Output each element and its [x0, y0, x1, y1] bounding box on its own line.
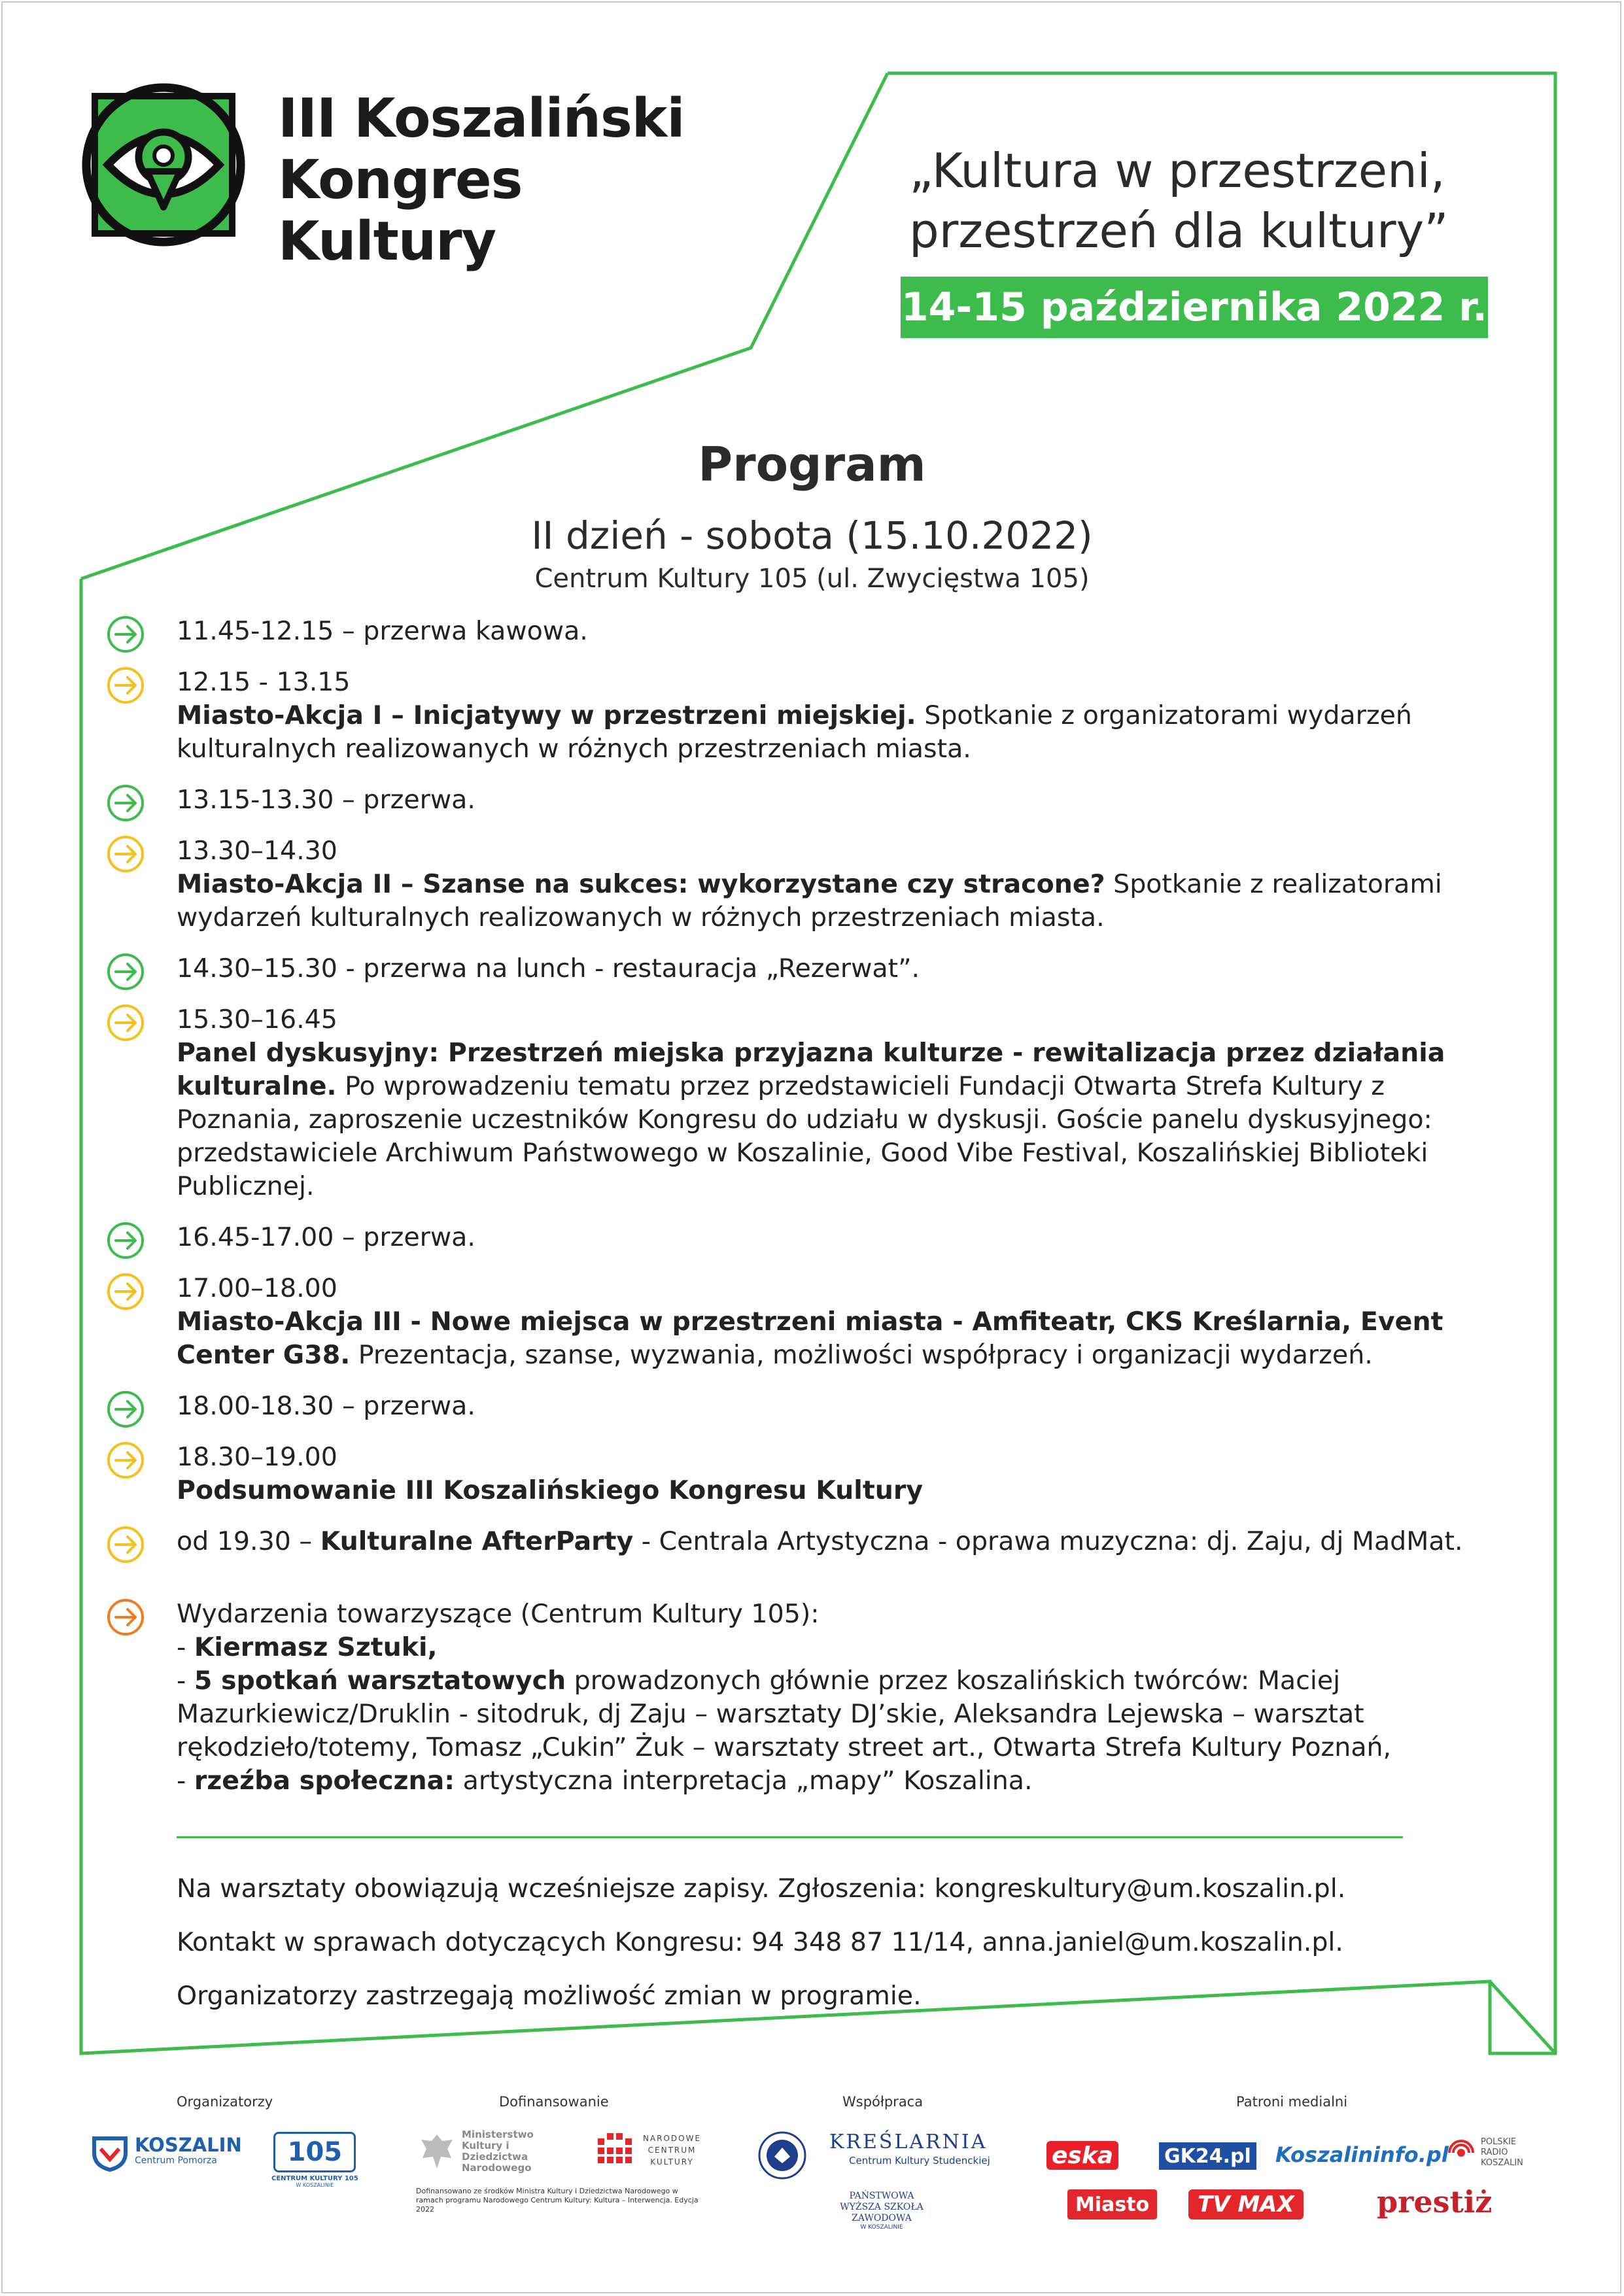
arrow-right-yellow-icon	[106, 1272, 145, 1311]
program-item	[105, 1272, 1511, 1372]
date-badge: 14-15 października 2022 r.	[901, 277, 1488, 338]
note-changes: Organizatorzy zastrzegają możliwość zmian w programie.	[177, 1981, 922, 2011]
koszalin-logo-text: KOSZALIN	[135, 2134, 242, 2156]
caption-cooperation: Współpraca	[842, 2094, 924, 2110]
kreslarnia-logo-subtext: Centrum Kultury Studenckiej	[849, 2155, 990, 2167]
arrow-right-green-icon	[106, 783, 145, 823]
day-title: II dzień - sobota (15.10.2022)	[531, 513, 1093, 558]
program-item	[105, 834, 1511, 934]
item-title: Miasto-Akcja I – Inicjatywy w przestrzeni miejskiej.	[177, 700, 916, 730]
program-title: Program	[698, 437, 926, 492]
program-item	[105, 952, 1511, 985]
miasto-logo: Miasto	[1067, 2189, 1157, 2219]
congress-logo-icon	[78, 73, 249, 269]
item-text: 16.45-17.00 – przerwa.	[177, 1222, 475, 1252]
polskie-radio-koszalin-text: POLSKIE RADIO KOSZALIN	[1481, 2137, 1523, 2168]
pwsz-logo	[829, 2191, 934, 2231]
nck-logo-text: NARODOWE CENTRUM KULTURY	[642, 2134, 702, 2167]
program-item	[105, 1003, 1511, 1203]
item-time: 15.30–16.45	[177, 1004, 337, 1035]
koszalin-logo-subtext: Centrum Pomorza	[135, 2155, 217, 2166]
item-description: Prezentacja, szanse, wyzwania, możliwości współpracy i organizacji wydarzeń.	[350, 1340, 1373, 1370]
event-3-description: artystyczna interpretacja „mapy” Koszalina.	[455, 1766, 1033, 1796]
motto-line-1: „Kultura w przestrzeni,	[909, 143, 1445, 198]
note-registration: Na warsztaty obowiązują wcześniejsze zapisy. Zgłoszenia: kongreskultury@um.koszalin.pl.	[177, 1874, 1346, 1904]
polskie-radio-koszalin-logo	[1445, 2137, 1530, 2168]
item-text: 14.30–15.30 - przerwa na lunch - restauracja „Rezerwat”.	[177, 953, 920, 984]
tvmax-logo: TV MAX	[1188, 2189, 1304, 2219]
item-title: Miasto-Akcja II – Szanse na sukces: wykorzystane czy stracone?	[177, 869, 1105, 899]
program-item	[105, 1390, 1511, 1423]
event-1: Kiermasz Sztuki,	[194, 1632, 438, 1662]
item-title: Kulturalne AfterParty	[320, 1526, 634, 1556]
arrow-right-green-icon	[106, 1390, 145, 1429]
arrow-right-yellow-icon	[106, 1525, 145, 1564]
caption-funding: Dofinansowanie	[499, 2094, 609, 2110]
item-time: 17.00–18.00	[177, 1273, 337, 1303]
event-dash: -	[177, 1666, 194, 1696]
gk24-logo: GK24.pl	[1159, 2142, 1256, 2170]
note-contact: Kontakt w sprawach dotyczących Kongresu: 94 348 87 11/14, anna.janiel@um.koszalin.pl.	[177, 1927, 1343, 1957]
ck105-logo-caption: CENTRUM KULTURY 105	[271, 2175, 358, 2182]
item-text: 18.00-18.30 – przerwa.	[177, 1391, 475, 1421]
arrow-right-green-icon	[106, 615, 145, 654]
arrow-right-yellow-icon	[106, 1003, 145, 1042]
item-title: Podsumowanie III Koszalińskiego Kongresu Kultury	[177, 1475, 924, 1505]
item-prefix: od 19.30 –	[177, 1526, 320, 1556]
kreslarnia-logo-text: KREŚLARNIA	[829, 2131, 988, 2153]
logo-line-3: Kultury	[278, 211, 496, 273]
item-description: - Centrala Artystyczna - oprawa muzyczna: dj. Zaju, dj MadMat.	[633, 1526, 1463, 1556]
arrow-right-yellow-icon	[106, 834, 145, 874]
program-item	[105, 1525, 1511, 1558]
program-item	[105, 615, 1511, 648]
arrow-right-orange-icon	[106, 1598, 145, 1637]
program-item	[105, 1441, 1511, 1507]
funding-note: Dofinansowano ze środków Ministra Kultury i Dziedzictwa Narodowego w ramach programu Narodowego Centrum Kultury: Kultura – Interwencja. Edycja 2022	[416, 2187, 699, 2214]
koszalin-crest-icon	[90, 2133, 130, 2172]
footer-sponsors	[0, 2086, 1624, 2282]
event-2-title: 5 spotkań warsztatowych	[194, 1666, 566, 1696]
item-description: Po wprowadzeniu tematu przez przedstawicieli Fundacji Otwarta Strefa Kultury z Poznania, zaproszenie uczestników Kongresu do udziału w dyskusji. Goście panelu dyskusyjnego: przedstawiciele Archiwum Państwowego w Koszalinie, Good Vibe Festival, Koszalińskiej Biblioteki Publicznej.	[177, 1071, 1432, 1201]
arrow-right-green-icon	[106, 1221, 145, 1260]
eska-logo: eska	[1046, 2141, 1118, 2170]
program-item	[105, 1221, 1511, 1254]
pwsz-logo-subtext: W KOSZALINIE	[860, 2224, 903, 2231]
ck105-logo-number: 105	[273, 2132, 356, 2172]
caption-media-patrons: Patroni medialni	[1236, 2094, 1348, 2110]
separator-line	[177, 1836, 1403, 1838]
event-2-description: prowadzonych głównie przez koszalińskich twórców: Maciej Mazurkiewicz/Druklin - sitodruk, dj Zaju – warsztaty DJ’skie, Aleksandra Lejewska – warsztat rękodzieło/totemy, Tomasz „Cukin” Żuk – warsztaty street art., Otwarta Strefa Kultury Poznań,	[177, 1666, 1392, 1762]
item-time: 12.15 - 13.15	[177, 667, 351, 697]
arrow-right-yellow-icon	[106, 666, 145, 705]
item-title: Panel dyskusyjny: Przestrzeń miejska przyjazna kulturze - rewitalizacja przez działania kulturalne.	[177, 1038, 1445, 1101]
ministry-logo-text: Ministerstwo Kultury i Dziedzictwa Narodowego	[462, 2129, 534, 2174]
koszalininfo-logo: Koszalininfo.pl	[1275, 2142, 1449, 2167]
prestiz-logo: prestiż	[1377, 2184, 1493, 2219]
koszalin-logo	[90, 2133, 242, 2172]
event-dash: -	[177, 1766, 194, 1796]
congress-logo-text	[278, 88, 684, 273]
item-title: Miasto-Akcja III - Nowe miejsca w przestrzeni miasta - Amfiteatr, CKS Kreślarnia, Event Center G38.	[177, 1307, 1443, 1370]
item-time: 13.30–14.30	[177, 836, 337, 866]
congress-motto	[909, 141, 1498, 261]
ck105-logo-caption-2: W KOSZALINIE	[296, 2182, 334, 2188]
item-text: 11.45-12.15 – przerwa kawowa.	[177, 616, 588, 646]
events-title: Wydarzenia towarzyszące (Centrum Kultury 105):	[177, 1599, 820, 1629]
logo-line-2: Kongres	[278, 149, 523, 211]
ministry-logo	[417, 2129, 534, 2174]
ck105-logo	[271, 2132, 358, 2188]
item-text: 13.15-13.30 – przerwa.	[177, 785, 475, 815]
pwsz-logo-text: PAŃSTWOWA WYŻSZA SZKOŁA ZAWODOWA	[840, 2191, 924, 2223]
nck-logo	[596, 2132, 703, 2168]
nck-grid-icon	[596, 2132, 634, 2168]
program-item	[105, 666, 1511, 766]
item-time: 18.30–19.00	[177, 1442, 337, 1472]
kreslarnia-logo	[829, 2133, 990, 2170]
logo-line-1: III Koszaliński	[278, 88, 685, 150]
event-dash: -	[177, 1632, 194, 1662]
motto-line-2: przestrzeń dla kultury”	[909, 203, 1449, 258]
notes	[177, 1872, 1452, 2033]
venue: Centrum Kultury 105 (ul. Zwycięstwa 105)	[534, 564, 1090, 594]
caption-organizers: Organizatorzy	[177, 2094, 273, 2110]
program-item	[105, 783, 1511, 817]
item-description: Spotkanie z organizatorami wydarzeń kulturalnych realizowanych w różnych przestrzeniach miasta.	[177, 700, 1412, 764]
arrow-right-green-icon	[106, 952, 145, 991]
item-description: Spotkanie z realizatorami wydarzeń kulturalnych realizowanych w różnych przestrzeniach miasta.	[177, 869, 1442, 933]
program-list	[105, 615, 1511, 1815]
university-seal-icon	[757, 2131, 807, 2180]
event-3-title: rzeźba społeczna:	[194, 1766, 455, 1796]
eagle-emblem-icon	[417, 2131, 457, 2172]
accompanying-events	[105, 1598, 1511, 1798]
radio-waves-icon	[1445, 2137, 1477, 2168]
arrow-right-yellow-icon	[106, 1441, 145, 1480]
